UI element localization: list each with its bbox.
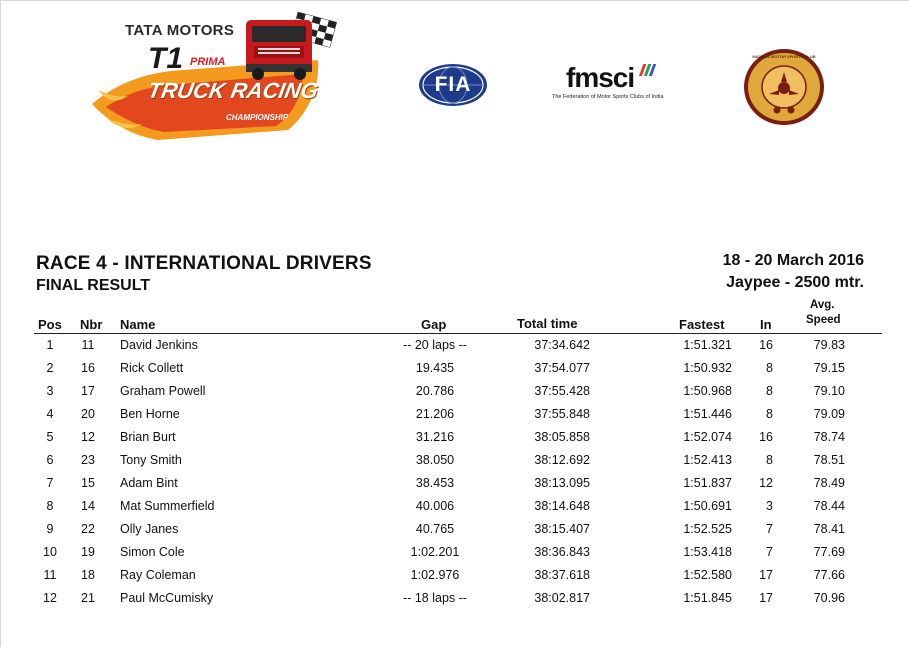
fia-logo: [417, 62, 489, 108]
column-header-fastest: Fastest: [679, 317, 725, 332]
fastest-lap-number-cell: 17: [759, 568, 773, 582]
fastest-lap-cell: 1:52.413: [683, 453, 732, 467]
position-cell: 4: [46, 407, 54, 421]
avg-speed-cell: 79.10: [813, 384, 845, 398]
avg-speed-cell: 78.51: [813, 453, 845, 467]
total-time-cell: 38:02.817: [534, 591, 590, 605]
driver-name-cell: Tony Smith: [120, 453, 182, 467]
fastest-lap-cell: 1:53.418: [683, 545, 732, 559]
total-time-cell: 37:54.077: [534, 361, 590, 375]
fmsci-tagline: The Federation of Motor Sports Clubs of India: [552, 94, 664, 100]
result-row: [0, 495, 909, 518]
driver-name-cell: Adam Bint: [120, 476, 178, 490]
fastest-lap-cell: 1:50.691: [683, 499, 732, 513]
total-time-cell: 38:13.095: [534, 476, 590, 490]
gap-cell: -- 20 laps --: [403, 338, 467, 352]
column-header-speed-line1: Avg.: [810, 299, 835, 311]
driver-name-cell: Mat Summerfield: [120, 499, 215, 513]
truck-icon: [246, 20, 312, 80]
driver-name-cell: Olly Janes: [120, 522, 179, 536]
car-number-cell: 18: [81, 568, 95, 582]
result-row: [0, 518, 909, 541]
result-row: [0, 357, 909, 380]
fmsci-logo: [552, 62, 672, 108]
total-time-cell: 38:15.407: [534, 522, 590, 536]
fastest-lap-cell: 1:51.845: [683, 591, 732, 605]
event-venue: Jaypee - 2500 mtr.: [726, 274, 864, 291]
total-time-cell: 37:55.428: [534, 384, 590, 398]
fastest-lap-number-cell: 12: [759, 476, 773, 490]
car-number-cell: 22: [81, 522, 95, 536]
car-number-cell: 23: [81, 453, 95, 467]
column-header-in: In: [760, 317, 772, 332]
column-header-speed-line2: Speed: [806, 314, 841, 326]
gap-cell: 20.786: [415, 384, 455, 398]
series-subtitle: CHAMPIONSHIP: [226, 113, 289, 122]
position-cell: 6: [46, 453, 54, 467]
fastest-lap-cell: 1:52.525: [683, 522, 732, 536]
avg-speed-cell: 77.66: [813, 568, 845, 582]
series-prima: PRIMA: [190, 56, 226, 68]
driver-name-cell: Ray Coleman: [120, 568, 196, 582]
fastest-lap-cell: 1:51.321: [683, 338, 732, 352]
result-row: [0, 334, 909, 357]
gap-cell: 19.435: [415, 361, 455, 375]
driver-name-cell: Rick Collett: [120, 361, 184, 375]
avg-speed-cell: 70.96: [813, 591, 845, 605]
fastest-lap-number-cell: 16: [759, 338, 773, 352]
result-row: [0, 587, 909, 610]
result-row: [0, 449, 909, 472]
fastest-lap-number-cell: 16: [759, 430, 773, 444]
gap-cell: 40.006: [415, 499, 455, 513]
avg-speed-cell: 78.44: [813, 499, 845, 513]
car-number-cell: 20: [81, 407, 95, 421]
position-cell: 10: [43, 545, 57, 559]
avg-speed-cell: 78.49: [813, 476, 845, 490]
series-name: T1: [148, 42, 184, 75]
fastest-lap-cell: 1:52.074: [683, 430, 732, 444]
total-time-cell: 38:37.618: [534, 568, 590, 582]
car-number-cell: 19: [81, 545, 95, 559]
fmsci-logo-text: fmsci: [566, 62, 635, 93]
total-time-cell: 38:05.858: [534, 430, 590, 444]
result-row: [0, 564, 909, 587]
car-number-cell: 21: [81, 591, 95, 605]
fastest-lap-number-cell: 7: [766, 522, 773, 536]
truck-racing-championship-logo: [88, 12, 346, 147]
driver-name-cell: David Jenkins: [120, 338, 198, 352]
position-cell: 12: [43, 591, 57, 605]
driver-name-cell: Brian Burt: [120, 430, 176, 444]
series-title: TRUCK RACING: [145, 78, 321, 103]
driver-name-cell: Simon Cole: [120, 545, 185, 559]
fastest-lap-number-cell: 7: [766, 545, 773, 559]
position-cell: 8: [46, 499, 54, 513]
fastest-lap-number-cell: 8: [766, 361, 773, 375]
fastest-lap-number-cell: 8: [766, 407, 773, 421]
avg-speed-cell: 79.83: [813, 338, 845, 352]
avg-speed-cell: 79.09: [813, 407, 845, 421]
car-number-cell: 12: [81, 430, 95, 444]
driver-name-cell: Graham Powell: [120, 384, 206, 398]
mmsc-logo-text: MADRAS MOTOR SPORTS CLUB: [752, 54, 816, 59]
position-cell: 11: [43, 568, 57, 582]
car-number-cell: 14: [81, 499, 95, 513]
gap-cell: 38.453: [415, 476, 455, 490]
result-type: FINAL RESULT: [36, 277, 151, 294]
gap-cell: 1:02.976: [410, 568, 460, 582]
driver-name-cell: Paul McCumisky: [120, 591, 214, 605]
gap-cell: -- 18 laps --: [403, 591, 467, 605]
fastest-lap-number-cell: 8: [766, 384, 773, 398]
total-time-cell: 37:34.642: [534, 338, 590, 352]
position-cell: 1: [46, 338, 54, 352]
total-time-cell: 38:14.648: [534, 499, 590, 513]
car-number-cell: 15: [81, 476, 95, 490]
result-row: [0, 541, 909, 564]
fastest-lap-cell: 1:52.580: [683, 568, 732, 582]
mmsc-logo: [743, 48, 825, 126]
fastest-lap-number-cell: 8: [766, 453, 773, 467]
fastest-lap-number-cell: 17: [759, 591, 773, 605]
gap-cell: 40.765: [415, 522, 455, 536]
column-header-pos: Pos: [38, 317, 62, 332]
page-border-top: [0, 0, 909, 1]
column-header-gap: Gap: [421, 317, 447, 332]
avg-speed-cell: 79.15: [813, 361, 845, 375]
position-cell: 2: [46, 361, 54, 375]
total-time-cell: 37:55.848: [534, 407, 590, 421]
avg-speed-cell: 78.74: [813, 430, 845, 444]
column-header-nbr: Nbr: [80, 317, 103, 332]
brand-name: TATA MOTORS: [125, 22, 235, 39]
position-cell: 5: [46, 430, 54, 444]
fia-logo-text: FIA: [434, 73, 472, 96]
gap-cell: 31.216: [415, 430, 455, 444]
position-cell: 7: [46, 476, 54, 490]
position-cell: 9: [46, 522, 54, 536]
gap-cell: 38.050: [415, 453, 455, 467]
gap-cell: 21.206: [415, 407, 455, 421]
results-table: [0, 334, 909, 610]
event-date: 18 - 20 March 2016: [722, 252, 864, 269]
position-cell: 3: [46, 384, 54, 398]
result-row: [0, 472, 909, 495]
total-time-cell: 38:36.843: [534, 545, 590, 559]
avg-speed-cell: 77.69: [813, 545, 845, 559]
race-title: RACE 4 - INTERNATIONAL DRIVERS: [36, 253, 372, 274]
car-number-cell: 16: [81, 361, 95, 375]
fastest-lap-cell: 1:51.446: [683, 407, 732, 421]
column-header-total-time: Total time: [517, 316, 578, 331]
result-row: [0, 380, 909, 403]
avg-speed-cell: 78.41: [813, 522, 845, 536]
column-header-name: Name: [120, 317, 156, 332]
fastest-lap-cell: 1:51.837: [683, 476, 732, 490]
mmsc-seal-icon: [743, 48, 825, 126]
result-row: [0, 403, 909, 426]
gap-cell: 1:02.201: [410, 545, 460, 559]
fastest-lap-number-cell: 3: [766, 499, 773, 513]
car-number-cell: 17: [81, 384, 95, 398]
result-row: [0, 426, 909, 449]
total-time-cell: 38:12.692: [534, 453, 590, 467]
fastest-lap-cell: 1:50.968: [683, 384, 732, 398]
driver-name-cell: Ben Horne: [120, 407, 180, 421]
fastest-lap-cell: 1:50.932: [683, 361, 732, 375]
car-number-cell: 11: [81, 338, 95, 352]
